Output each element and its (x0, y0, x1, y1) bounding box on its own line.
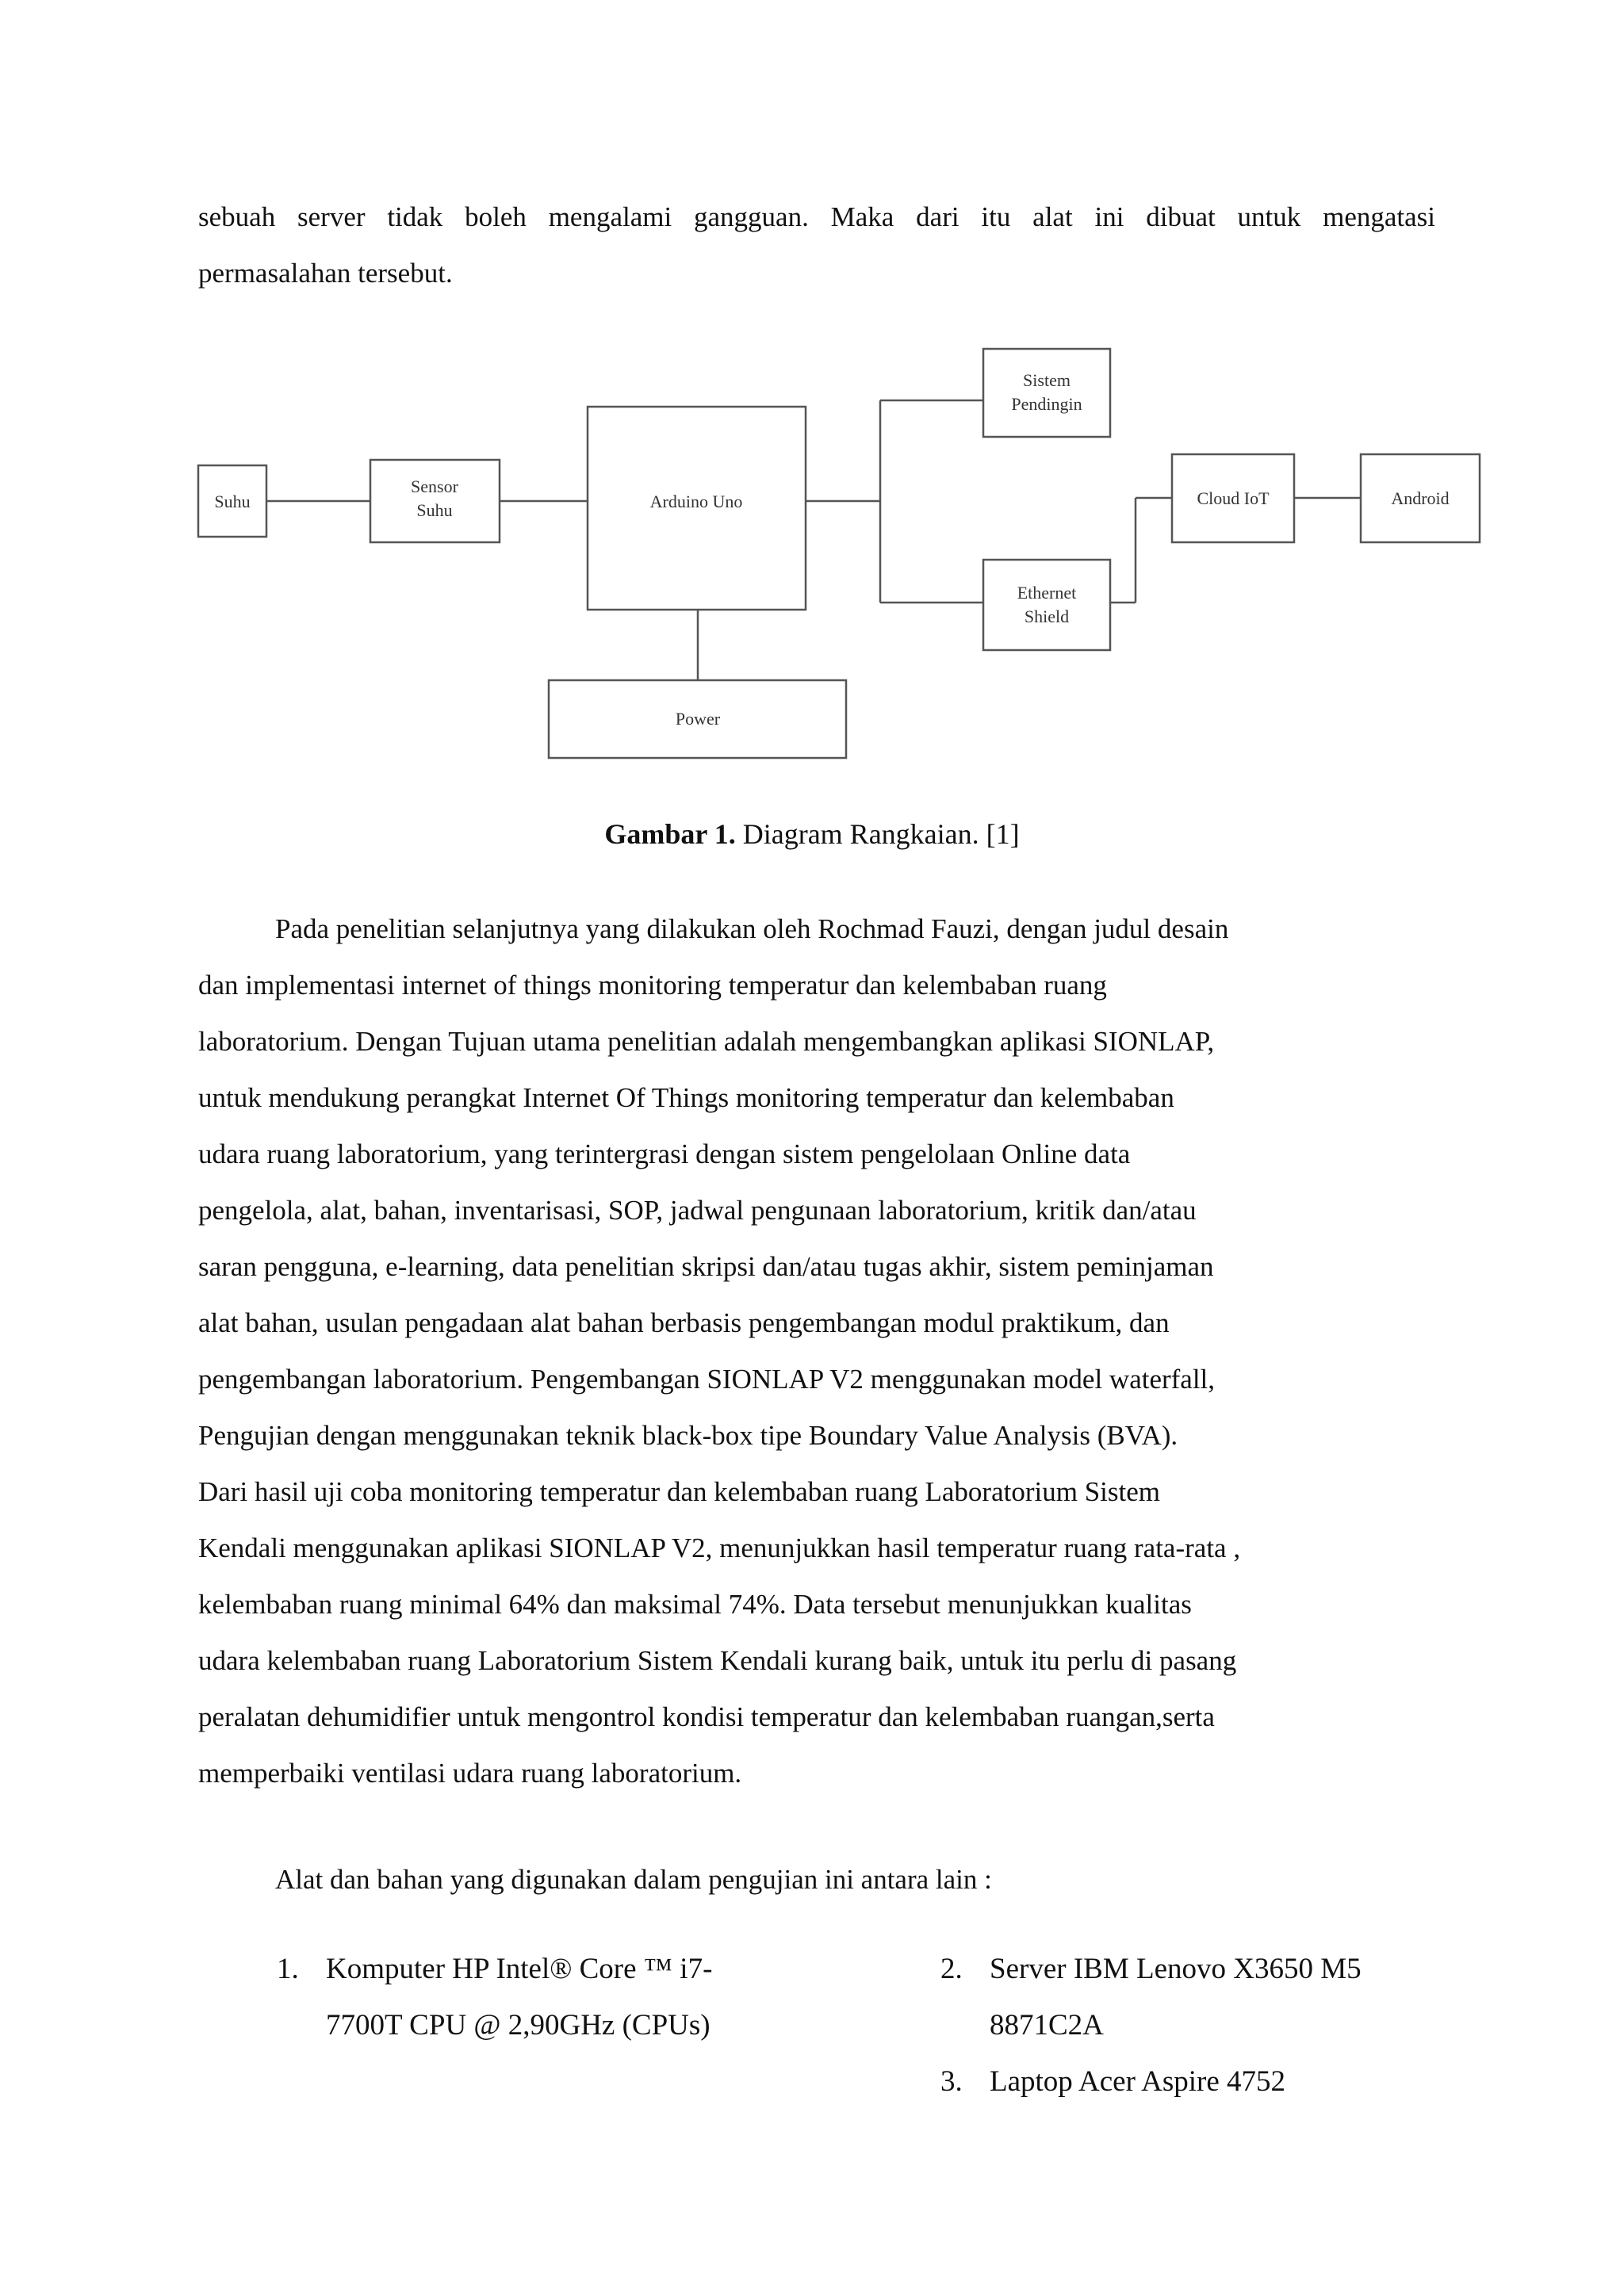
list-number: 3. (940, 2065, 963, 2098)
caption-text: Diagram Rangkaian. [1] (735, 818, 1020, 850)
list-item-text: Laptop Acer Aspire 4752 (990, 2065, 1285, 2098)
paragraph-line: laboratorium. Dengan Tujuan utama penelitian adalah mengembangkan aplikasi SIONLAP, (198, 1026, 1215, 1057)
suhu-label: Suhu (214, 492, 251, 511)
paragraph-line: Dari hasil uji coba monitoring temperatur dan kelembaban ruang Laboratorium Sistem (198, 1476, 1160, 1507)
paragraph-line: kelembaban ruang minimal 64% dan maksimal 74%. Data tersebut menunjukkan kualitas (198, 1589, 1192, 1620)
arduino-label: Arduino Uno (649, 492, 743, 511)
paragraph-line: pengelola, alat, bahan, inventarisasi, SOP, jadwal pengunaan laboratorium, kritik dan/atau (198, 1195, 1197, 1226)
list-item-text: 7700T CPU @ 2,90GHz (CPUs) (326, 2009, 710, 2042)
ethernet-label-line2: Shield (1024, 607, 1070, 626)
figure-caption (0, 810, 1624, 858)
sistem-pendingin-block (983, 349, 1110, 437)
ethernet-label-line1: Ethernet (1017, 583, 1077, 603)
list-item-text: Server IBM Lenovo X3650 M5 (990, 1953, 1362, 1985)
list-number: 1. (277, 1953, 299, 1985)
sistem-label-line1: Sistem (1023, 370, 1071, 390)
paragraph-line: pengembangan laboratorium. Pengembangan SIONLAP V2 menggunakan model waterfall, (198, 1364, 1216, 1395)
circuit-block-diagram (0, 0, 1624, 793)
paragraph-line: Pengujian dengan menggunakan teknik black-box tipe Boundary Value Analysis (BVA). (198, 1420, 1178, 1451)
paragraph-line: alat bahan, usulan pengadaan alat bahan berbasis pengembangan modul praktikum, dan (198, 1307, 1170, 1338)
list-number: 2. (940, 1953, 963, 1985)
list-item-text: 8871C2A (990, 2009, 1104, 2042)
ethernet-shield-block (983, 560, 1110, 650)
paragraph-line: saran pengguna, e-learning, data penelitian skripsi dan/atau tugas akhir, sistem peminjaman (198, 1251, 1214, 1282)
paragraph-line: udara ruang laboratorium, yang terintergrasi dengan sistem pengelolaan Online data (198, 1138, 1131, 1169)
sensor-label-line1: Sensor (411, 476, 458, 496)
android-label: Android (1391, 488, 1450, 508)
power-label: Power (675, 709, 721, 729)
cloud-label: Cloud IoT (1197, 488, 1270, 508)
paragraph-line: peralatan dehumidifier untuk mengontrol kondisi temperatur dan kelembaban ruangan,serta (198, 1701, 1215, 1732)
paragraph-line: sebuah server tidak boleh mengalami gangguan. Maka dari itu alat ini dibuat untuk mengatasi (198, 201, 1435, 232)
sensor-label-line2: Suhu (416, 500, 453, 520)
paragraph-line: memperbaiki ventilasi udara ruang laboratorium. (198, 1758, 742, 1789)
sistem-label-line2: Pendingin (1011, 394, 1082, 414)
list-item-text: Komputer HP Intel® Core ™ i7- (326, 1953, 713, 1985)
caption-label: Gambar 1. (604, 818, 736, 850)
paragraph-line: dan implementasi internet of things monitoring temperatur dan kelembaban ruang (198, 970, 1107, 1001)
body-paragraph (198, 901, 1435, 1801)
paragraph-line: permasalahan tersebut. (198, 258, 453, 289)
paragraph-line: Pada penelitian selanjutnya yang dilakukan oleh Rochmad Fauzi, dengan judul desain (275, 913, 1229, 944)
paragraph-line: udara kelembaban ruang Laboratorium Sistem Kendali kurang baik, untuk itu perlu di pasang (198, 1645, 1237, 1676)
paragraph-line: untuk mendukung perangkat Internet Of Things monitoring temperatur dan kelembaban (198, 1082, 1174, 1113)
tools-intro (198, 1851, 1435, 1908)
tools-intro-line: Alat dan bahan yang digunakan dalam pengujian ini antara lain : (275, 1864, 992, 1895)
paragraph-line: Kendali menggunakan aplikasi SIONLAP V2, menunjukkan hasil temperatur ruang rata-rata , (198, 1533, 1241, 1563)
